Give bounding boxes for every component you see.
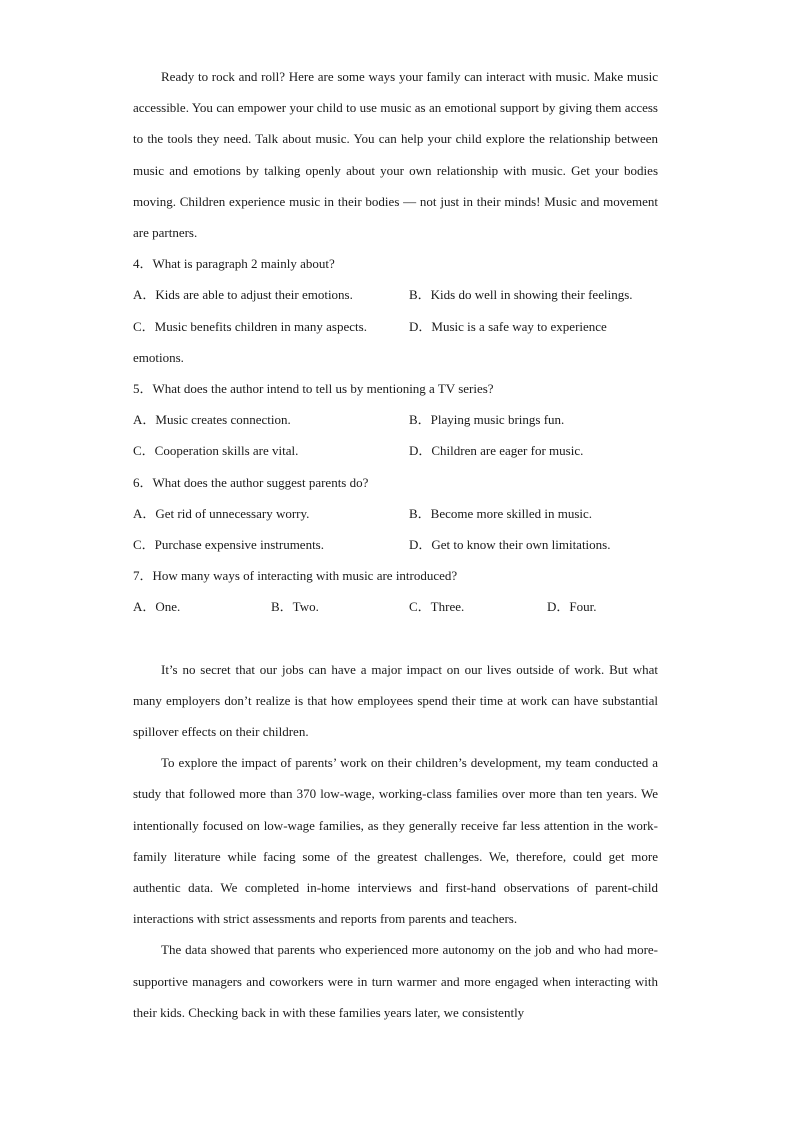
option-a[interactable]: A．One.: [133, 599, 181, 615]
option-d[interactable]: D．Music is a safe way to experience: [409, 318, 607, 334]
option-b[interactable]: B．Become more skilled in music.: [409, 505, 593, 521]
option-d-continuation: emotions.: [133, 349, 184, 365]
option-a[interactable]: A．Kids are able to adjust their emotions.: [133, 287, 353, 303]
question-4-options: [133, 279, 658, 341]
passage-d-paragraph-3: The data showed that parents who experienced more autonomy on the job and who had more-supportive managers and coworkers were in turn warmer and more engaged when interacting with their kids. Checking back in with these families years later, we consistently: [133, 942, 658, 1020]
option-b[interactable]: B．Two.: [271, 599, 319, 615]
option-b[interactable]: B．Kids do well in showing their feelings.: [409, 287, 633, 303]
option-d[interactable]: D．Get to know their own limitations.: [409, 537, 611, 553]
question-4-stem: 4．What is paragraph 2 mainly about?: [133, 256, 335, 272]
question-6-options: [133, 498, 658, 560]
question-7-stem: 7．How many ways of interacting with music are introduced?: [133, 568, 458, 584]
passage-d-paragraph-1: It’s no secret that our jobs can have a major impact on our lives outside of work. But what many employers don’t realize is that how employees spend their time at work can have substantial spillover effects on their children.: [133, 661, 658, 740]
option-d[interactable]: D．Four.: [547, 599, 597, 615]
question-5-options: [133, 404, 658, 466]
option-c[interactable]: C．Three.: [409, 599, 465, 615]
option-d[interactable]: D．Children are eager for music.: [409, 443, 584, 459]
question-6-stem: 6．What does the author suggest parents do?: [133, 474, 369, 490]
option-b[interactable]: B．Playing music brings fun.: [409, 412, 565, 428]
question-5-stem: 5．What does the author intend to tell us by mentioning a TV series?: [133, 381, 494, 397]
question-7-options: [133, 591, 658, 622]
option-c[interactable]: C．Purchase expensive instruments.: [133, 537, 324, 553]
option-a[interactable]: A．Get rid of unnecessary worry.: [133, 505, 310, 521]
option-c[interactable]: C．Music benefits children in many aspects.: [133, 318, 367, 334]
option-a[interactable]: A．Music creates connection.: [133, 412, 291, 428]
passage-d-paragraph-2: To explore the impact of parents’ work on their children’s development, my team conducted a study that followed more than 370 low-wage, working-class families over more than ten years. We intentionally focused on low-wage families, as they generally receive far less attention in the work-family literature while facing some of the greatest challenges. We, therefore, could get more authentic data. We completed in-home interviews and first-hand observations of parent-child interactions with strict assessments and reports from parents and teachers.: [133, 755, 658, 927]
section-gap: [133, 623, 658, 654]
option-c[interactable]: C．Cooperation skills are vital.: [133, 443, 299, 459]
passage-paragraph: Ready to rock and roll? Here are some ways your family can interact with music. Make music accessible. You can empower your child to use music as an emotional support by giving them access to the tools they need. Talk about music. You can help your child explore the relationship between music and emotions by talking openly about your own relationship with music. Get your bodies moving. Children experience music in their bodies — not just in their minds! Music and movement are partners.: [133, 69, 658, 241]
document-page: [133, 61, 658, 1028]
